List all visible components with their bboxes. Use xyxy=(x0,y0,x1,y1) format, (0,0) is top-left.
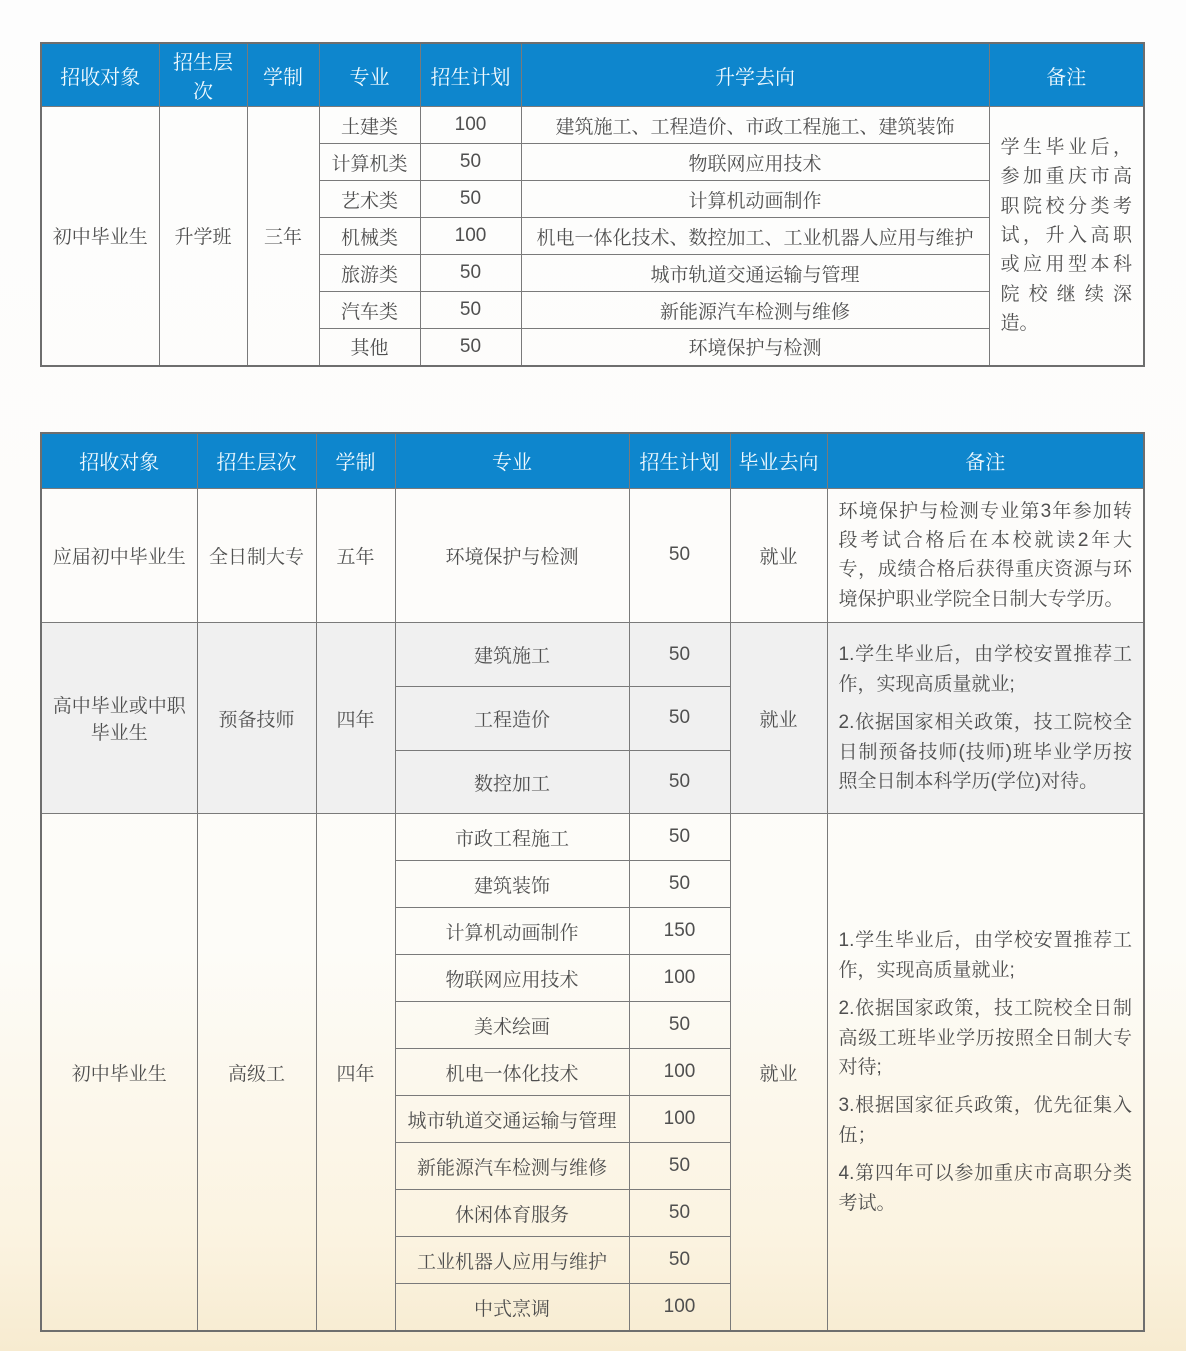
major-cell: 计算机动画制作 xyxy=(395,908,629,955)
major-cell: 城市轨道交通运输与管理 xyxy=(395,1096,629,1143)
destination-cell: 环境保护与检测 xyxy=(521,329,989,366)
table-row xyxy=(41,488,1144,623)
major-cell: 新能源汽车检测与维修 xyxy=(395,1143,629,1190)
section-senior-worker xyxy=(41,814,1144,1331)
major-cell: 汽车类 xyxy=(319,292,420,329)
destination-cell: 机电一体化技术、数控加工、工业机器人应用与维护 xyxy=(521,218,989,255)
plan-cell: 50 xyxy=(629,686,730,750)
major-cell: 环境保护与检测 xyxy=(395,488,629,623)
header-duration: 学制 xyxy=(247,43,319,107)
duration-cell: 三年 xyxy=(247,107,319,366)
plan-cell: 50 xyxy=(420,255,521,292)
plan-cell: 100 xyxy=(420,218,521,255)
major-cell: 中式烹调 xyxy=(395,1284,629,1331)
major-cell: 工业机器人应用与维护 xyxy=(395,1237,629,1284)
major-cell: 美术绘画 xyxy=(395,1002,629,1049)
plan-cell: 50 xyxy=(629,750,730,814)
plan-cell: 50 xyxy=(629,814,730,861)
level-cell: 预备技师 xyxy=(197,623,316,814)
header-remark: 备注 xyxy=(827,433,1144,488)
upgrade-class-table-container xyxy=(40,42,1145,367)
destination-cell: 就业 xyxy=(730,623,827,814)
plan-cell: 100 xyxy=(629,1096,730,1143)
audience-cell: 初中毕业生 xyxy=(41,814,197,1331)
remark-cell xyxy=(827,623,1144,814)
note-line: 1.学生毕业后，由学校安置推荐工作，实现高质量就业; xyxy=(838,644,1132,695)
upgrade-class-table xyxy=(40,42,1145,367)
table-row xyxy=(41,623,1144,687)
destination-cell: 就业 xyxy=(730,488,827,623)
major-cell: 机电一体化技术 xyxy=(395,1049,629,1096)
plan-cell: 50 xyxy=(629,488,730,623)
destination-cell: 物联网应用技术 xyxy=(521,144,989,181)
duration-cell: 四年 xyxy=(316,623,395,814)
plan-cell: 50 xyxy=(420,144,521,181)
plan-cell: 50 xyxy=(629,1143,730,1190)
major-cell: 旅游类 xyxy=(319,255,420,292)
note-line: 3.根据国家征兵政策，优先征集入伍； xyxy=(838,1095,1132,1146)
audience-cell: 应届初中毕业生 xyxy=(41,488,197,623)
header-audience: 招收对象 xyxy=(41,43,159,107)
major-cell: 物联网应用技术 xyxy=(395,955,629,1002)
plan-cell: 100 xyxy=(629,1284,730,1331)
table-row xyxy=(41,107,1144,144)
header-remark: 备注 xyxy=(989,43,1144,107)
major-cell: 建筑施工 xyxy=(395,623,629,687)
note-line: 4.第四年可以参加重庆市高职分类考试。 xyxy=(838,1163,1132,1214)
destination-cell: 建筑施工、工程造价、市政工程施工、建筑装饰 xyxy=(521,107,989,144)
major-cell: 机械类 xyxy=(319,218,420,255)
major-cell: 土建类 xyxy=(319,107,420,144)
header-level: 招生层次 xyxy=(197,433,316,488)
destination-cell: 计算机动画制作 xyxy=(521,181,989,218)
major-cell: 休闲体育服务 xyxy=(395,1190,629,1237)
section-pre-technician xyxy=(41,623,1144,814)
destination-cell: 城市轨道交通运输与管理 xyxy=(521,255,989,292)
note-line: 2.依据国家政策，技工院校全日制高级工班毕业学历按照全日制大专对待; xyxy=(838,998,1132,1078)
table-row xyxy=(41,814,1144,861)
section-fulltime-college xyxy=(41,488,1144,623)
plan-cell: 50 xyxy=(420,292,521,329)
plan-cell: 50 xyxy=(629,1190,730,1237)
destination-cell: 就业 xyxy=(730,814,827,1331)
remark-cell xyxy=(827,814,1144,1331)
header-major: 专业 xyxy=(395,433,629,488)
plan-cell: 100 xyxy=(420,107,521,144)
header-plan: 招生计划 xyxy=(629,433,730,488)
level-cell: 升学班 xyxy=(159,107,247,366)
header-level: 招生层次 xyxy=(159,43,247,107)
plan-cell: 100 xyxy=(629,955,730,1002)
header-plan: 招生计划 xyxy=(420,43,521,107)
plan-cell: 50 xyxy=(629,1002,730,1049)
remark-cell: 学生毕业后，参加重庆市高职院校分类考试，升入高职或应用型本科院校继续深造。 xyxy=(989,107,1144,366)
major-cell: 其他 xyxy=(319,329,420,366)
level-cell: 全日制大专 xyxy=(197,488,316,623)
duration-cell: 五年 xyxy=(316,488,395,623)
employment-class-table-container xyxy=(40,432,1145,1332)
major-cell: 建筑装饰 xyxy=(395,861,629,908)
plan-cell: 50 xyxy=(420,329,521,366)
note-line: 1.学生毕业后，由学校安置推荐工作，实现高质量就业; xyxy=(838,930,1132,981)
remark-cell: 环境保护与检测专业第3年参加转段考试合格后在本校就读2年大专，成绩合格后获得重庆资源与环境保护职业学院全日制大专学历。 xyxy=(827,488,1144,623)
header-duration: 学制 xyxy=(316,433,395,488)
header-audience: 招收对象 xyxy=(41,433,197,488)
major-cell: 数控加工 xyxy=(395,750,629,814)
audience-cell: 初中毕业生 xyxy=(41,107,159,366)
header-major: 专业 xyxy=(319,43,420,107)
plan-cell: 50 xyxy=(629,1237,730,1284)
major-cell: 计算机类 xyxy=(319,144,420,181)
major-cell: 市政工程施工 xyxy=(395,814,629,861)
audience-cell: 高中毕业或中职毕业生 xyxy=(41,623,197,814)
plan-cell: 50 xyxy=(420,181,521,218)
level-cell: 高级工 xyxy=(197,814,316,1331)
employment-class-table xyxy=(40,432,1145,1332)
duration-cell: 四年 xyxy=(316,814,395,1331)
plan-cell: 50 xyxy=(629,861,730,908)
destination-cell: 新能源汽车检测与维修 xyxy=(521,292,989,329)
major-cell: 艺术类 xyxy=(319,181,420,218)
table1-header-row xyxy=(41,43,1144,107)
header-destination: 升学去向 xyxy=(521,43,989,107)
plan-cell: 100 xyxy=(629,1049,730,1096)
table2-header-row xyxy=(41,433,1144,488)
header-destination: 毕业去向 xyxy=(730,433,827,488)
note-line: 2.依据国家相关政策，技工院校全日制预备技师(技师)班毕业学历按照全日制本科学历(学位)对待。 xyxy=(838,712,1132,792)
major-cell: 工程造价 xyxy=(395,686,629,750)
plan-cell: 150 xyxy=(629,908,730,955)
plan-cell: 50 xyxy=(629,623,730,687)
